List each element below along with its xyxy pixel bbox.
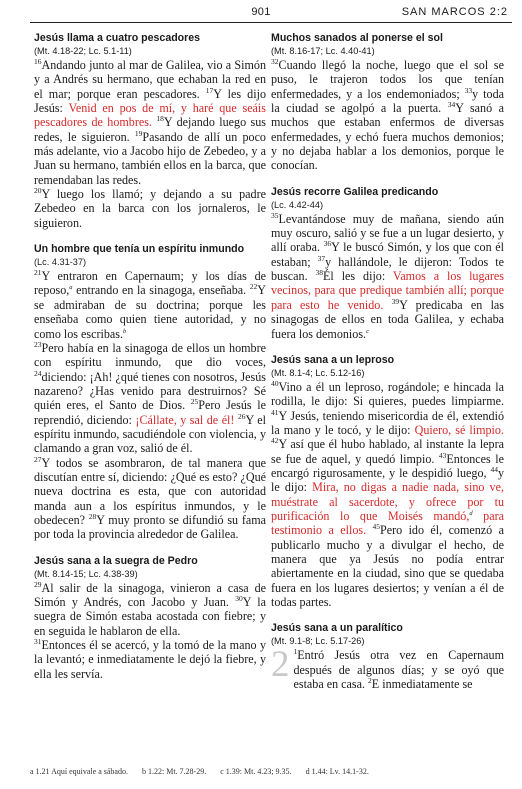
verse-paragraph xyxy=(271,58,504,173)
verse-text: Y luego los llamó; y dejando a su padre Zebedeo en la barca con los jornaleros, le siguieron. xyxy=(34,187,266,230)
verse-number: 41 xyxy=(271,407,279,417)
verse-number: 18 xyxy=(156,114,164,124)
verse-text: Pero había en la sinagoga de ellos un hombre con espíritu inmundo, que dio voces, xyxy=(34,340,266,370)
verse-text: Pero ido él, comenzó a publicarlo mucho y a divulgar el hecho, de manera que ya Jesús no podía entrar abiertamente en la ciudad, sino que se quedaba fuera en los lugares desiertos; y venían a él de todas partes. xyxy=(271,523,504,609)
verse-number: 38 xyxy=(315,268,324,278)
words-of-jesus: Quiero, sé limpio. xyxy=(414,422,504,437)
running-head: SAN MARCOS 2:2 xyxy=(401,6,508,18)
footnote-marker[interactable]: b xyxy=(123,327,127,335)
header-rule xyxy=(30,22,512,23)
verse-text: Y se admiraban de su doctrina; porque les enseñaba como quien tiene autoridad, y no como los escribas. xyxy=(34,283,266,341)
verse-text: Andando junto al mar de Galilea, vio a Simón y a Andrés su hermano, que echaban la red en el mar; porque eran pescadores. xyxy=(34,58,266,101)
verse-number: 26 xyxy=(237,411,246,421)
section-leproso xyxy=(271,354,504,610)
footnotes xyxy=(30,767,510,776)
section-refs: (Lc. 4.31-37) xyxy=(34,257,87,268)
verse-text: y toda la ciudad se agolpó a la puerta. xyxy=(271,86,504,116)
verse-paragraph xyxy=(34,581,266,638)
verse-number: 35 xyxy=(271,210,279,220)
section-refs: (Mt. 8.16-17; Lc. 4.40-41) xyxy=(271,46,375,56)
section-heading: Un hombre que tenía un espíritu inmundo xyxy=(34,243,245,256)
verse-number: 33 xyxy=(464,85,473,95)
left-column xyxy=(34,32,266,681)
verse-number: 31 xyxy=(34,637,42,646)
section-paralitico xyxy=(271,622,504,691)
verse-text: E inmediatamente se xyxy=(371,677,473,692)
verse-text: Cuando llegó la noche, luego que el sol se puso, le trajeron todos los que tenían enfermedades, y a los endemoniados; xyxy=(271,58,504,101)
verse-number: 16 xyxy=(34,56,42,66)
section-suegra-pedro xyxy=(34,555,266,681)
right-column xyxy=(271,32,504,691)
section-heading: Jesús sana a un leproso xyxy=(271,353,395,366)
verse-number: 45 xyxy=(372,522,380,532)
verse-paragraph xyxy=(34,269,266,341)
verse-number: 29 xyxy=(34,579,42,589)
page-number: 901 xyxy=(251,6,271,18)
verse-number: 40 xyxy=(271,378,279,388)
section-refs: (Mt. 9.1-8; Lc. 5.17-26) xyxy=(271,636,365,647)
words-of-jesus: Vamos a los lugares vecinos, para que predique también allí; porque para esto he venido. xyxy=(271,269,504,312)
verse-text: Pero Jesús le reprendió, diciendo: xyxy=(34,398,266,427)
words-of-jesus: Venid en pos de mí, y haré que seáis pescadores de hombres. xyxy=(34,101,266,130)
verse-text: Y sanó a muchos que estaban enfermos de diversas enfermedades, y echó fuera muchos demonios; y no dejaba hablar a los demonios, porque le conocían. xyxy=(271,101,504,173)
section-refs: (Mt. 4.18-22; Lc. 5.1-11) xyxy=(34,46,132,56)
verse-number: 25 xyxy=(190,397,199,407)
verse-text: Levantándose muy de mañana, siendo aún muy oscuro, salió y se fue a un lugar desierto, y allí oraba. xyxy=(271,211,504,255)
verse-number: 39 xyxy=(391,296,400,306)
verse-paragraph xyxy=(34,58,266,187)
verse-paragraph xyxy=(34,341,266,456)
verse-number: 36 xyxy=(323,239,332,249)
section-espiritu-inmundo xyxy=(34,243,266,542)
verse-paragraph xyxy=(34,187,266,230)
section-heading: Jesús sana a la suegra de Pedro xyxy=(34,554,198,567)
verse-number: 1 xyxy=(293,647,298,657)
section-heading: Jesús recorre Galilea predicando xyxy=(271,185,439,198)
verse-paragraph xyxy=(271,212,504,341)
verse-paragraph xyxy=(34,638,266,681)
verse-text: Y muy pronto se difundió su fama por toda la provincia alrededor de Galilea. xyxy=(34,512,266,542)
verse-text: Entró Jesús otra vez en Capernaum después de algunos días; y se oyó que estaba en casa. xyxy=(293,648,504,692)
verse-text: Y el espíritu inmundo, sacudiéndole con violencia, y clamando a gran voz, salió de él. xyxy=(34,412,267,456)
verse-paragraph xyxy=(34,456,266,542)
verse-text: Entonces él se acercó, y la tomó de la mano y la levantó; e inmediatamente le dejó la fiebre, y ella les servía. xyxy=(34,638,266,681)
footnote: a 1.21 Aquí equivale a sábado. xyxy=(30,767,128,776)
section-heading: Jesús llama a cuatro pescadores xyxy=(34,32,201,44)
verse-number: 44 xyxy=(490,464,498,474)
section-refs: (Mt. 8.14-15; Lc. 4.38-39) xyxy=(34,568,138,579)
verse-text: Y la suegra de Simón estaba acostada con fiebre; y en seguida le hablaron de ella. xyxy=(34,595,266,638)
verse-text: Y así que él hubo hablado, al instante la lepra se fue de aquel, y quedó limpio. xyxy=(271,437,504,466)
verse-text: Entonces le encargó rigurosamente, y le despidió luego, xyxy=(271,451,504,480)
verse-number: 43 xyxy=(438,450,447,460)
verse-number: 37 xyxy=(317,253,326,263)
footnote: d 1.44: Lv. 14.1-32. xyxy=(305,767,369,776)
words-of-jesus: para testimonio a ellos. xyxy=(271,508,504,538)
verse-text: Y le buscó Simón, y los que con él estaban; xyxy=(271,240,504,269)
verse-paragraph xyxy=(271,380,504,610)
footnote-marker[interactable]: d xyxy=(469,509,473,517)
footnote: b 1.22: Mt. 7.28-29. xyxy=(141,767,207,776)
verse-text: Y predicaba en las sinagogas de ellos en toda Galilea, y echaba fuera los demonios. xyxy=(271,297,505,341)
verse-text: y le dijo: xyxy=(271,465,504,495)
section-recorre-galilea xyxy=(271,186,504,341)
verse-text: Al salir de la sinagoga, vinieron a casa de Simón y Andrés, con Jacobo y Juan. xyxy=(34,580,266,609)
verse-number: 2 xyxy=(368,676,372,685)
verse-text: Y todos se asombraron, de tal manera que discutían entre sí, diciendo: ¿Qué es esto? ¿Qué nueva doctrina es esta, que con autoridad manda aun a los espíritus inmundos, y le obedecen? xyxy=(34,455,266,527)
footnote: c 1.39: Mt. 4.23; 9.35. xyxy=(220,767,292,776)
section-refs: (Mt. 8.1-4; Lc. 5.12-16) xyxy=(271,367,365,378)
verse-text: Pasando de allí un poco más adelante, vio a Jacobo hijo de Zebedeo, y a Juan su hermano, también ellos en la barca, que remendaban las redes. xyxy=(34,129,266,187)
verse-number: 22 xyxy=(249,282,258,292)
verse-text: entrando en la sinagoga, enseñaba. xyxy=(72,283,247,298)
section-heading: Jesús sana a un paralítico xyxy=(271,622,403,635)
verse-text: diciendo: ¡Ah! ¿qué tienes con nosotros, Jesús nazareno? ¿Has venido para destruirnos? Sé quién eres, el Santo de Dios. xyxy=(34,369,266,413)
section-refs: (Lc. 4.42-44) xyxy=(271,199,324,210)
verse-text: Y dejando luego sus redes, le siguieron. xyxy=(34,115,267,144)
verse-number: 19 xyxy=(134,128,143,138)
verse-text: y hallándole, le dijeron: Todos te buscan. xyxy=(271,254,504,284)
verse-text: Él les dijo: xyxy=(323,269,386,284)
verse-text: Y les dijo Jesús: xyxy=(34,86,266,116)
verse-number: 34 xyxy=(447,100,456,109)
footnote-marker[interactable]: a xyxy=(69,284,73,292)
section-jesus-llama xyxy=(34,32,266,230)
verse-number: 23 xyxy=(34,339,42,349)
verse-text: Vino a él un leproso, rogándole; e hincada la rodilla, le dijo: Si quieres, puedes limpiarme. xyxy=(271,379,504,409)
footnote-marker[interactable]: c xyxy=(366,327,369,335)
verse-text: Y entraron en Capernaum; y los días de reposo, xyxy=(34,269,266,298)
verse-number: 27 xyxy=(34,454,42,464)
verse-number: 42 xyxy=(271,436,279,446)
words-of-jesus: Mira, no digas a nadie nada, sino ve, muéstrate al sacerdote, y ofrece por tu purificación lo que Moisés mandó, xyxy=(271,480,504,523)
verse-number: 32 xyxy=(271,56,279,66)
verse-number: 21 xyxy=(34,268,42,278)
verse-number: 28 xyxy=(88,511,97,521)
verse-number: 17 xyxy=(205,85,214,95)
chapter-number: 2 xyxy=(271,644,290,686)
section-heading: Muchos sanados al ponerse el sol xyxy=(271,32,443,44)
section-muchos-sanados xyxy=(271,32,504,173)
words-of-jesus: ¡Cállate, y sal de él! xyxy=(135,412,235,427)
verse-number: 30 xyxy=(235,593,243,603)
verse-number: 20 xyxy=(34,186,42,196)
verse-text: Y Jesús, teniendo misericordia de él, extendió la mano y le tocó, y le dijo: xyxy=(271,408,504,437)
verse-paragraph xyxy=(271,644,504,692)
verse-number: 24 xyxy=(34,368,42,378)
